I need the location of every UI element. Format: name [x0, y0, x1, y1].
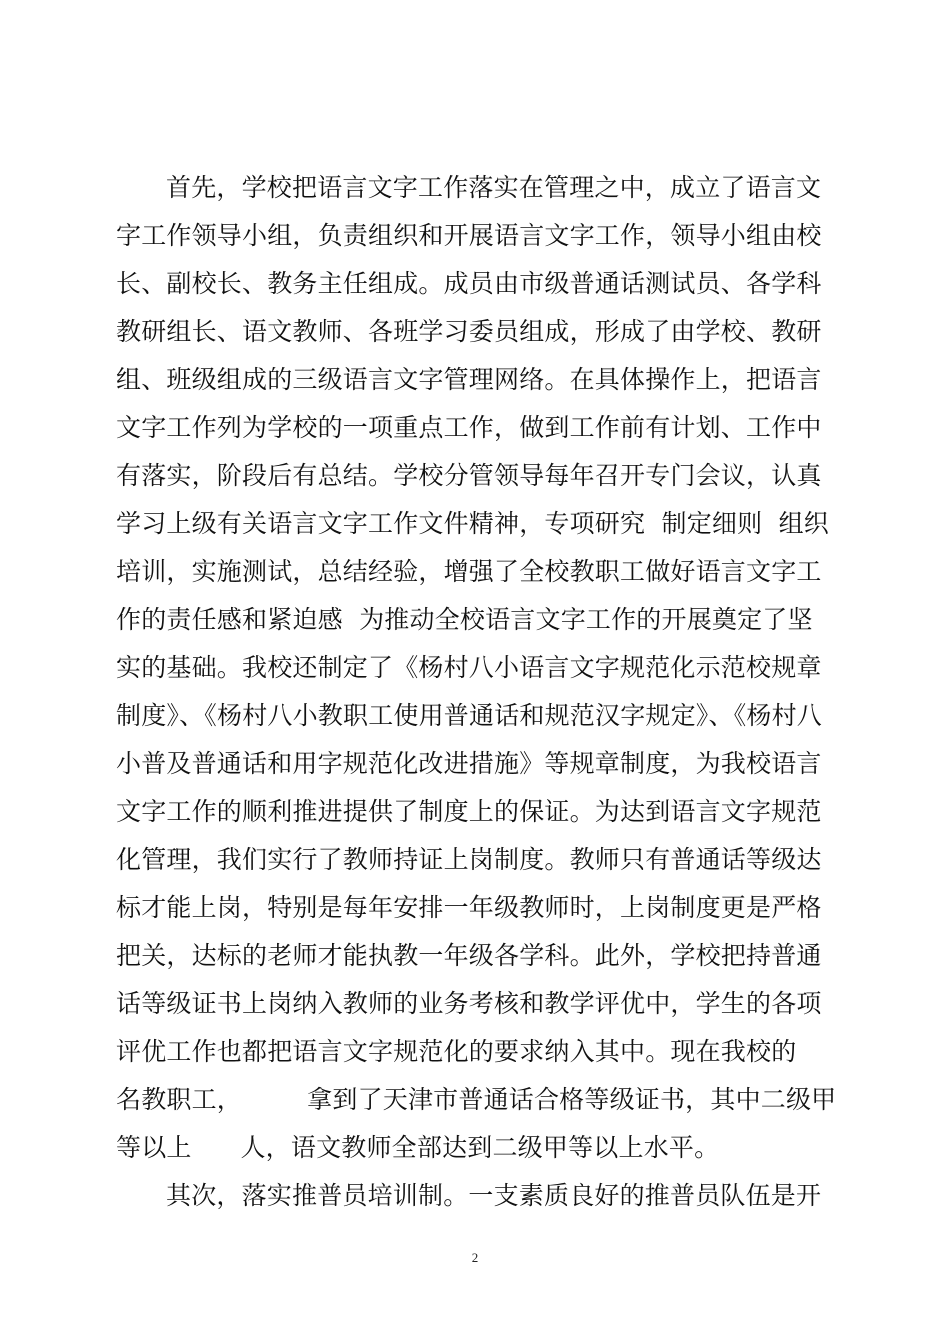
paragraph-1-line-9: 培训，实施测试，总结经验，增强了全校教职工做好语言文字工 [116, 557, 822, 586]
paragraph-1-line-3: 长、副校长、教务主任组成。成员由市级普通话测试员、各学科 [116, 269, 822, 298]
paragraph-1-line-8: 学习上级有关语言文字工作文件精神，专项研究 制定细则 组织 [116, 509, 829, 538]
paragraph-1-line-5: 组、班级组成的三级语言文字管理网络。在具体操作上，把语言 [116, 365, 822, 394]
paragraph-1-line-19: 评优工作也都把语言文字规范化的要求纳入其中。现在我校的 [116, 1037, 797, 1066]
paragraph-1-line-17: 把关，达标的老师才能执教一年级各学科。此外，学校把持普通 [116, 941, 822, 970]
paragraph-1-line-12: 制度》、《杨村八小教职工使用普通话和规范汉字规定》、《杨村八 [116, 701, 823, 730]
paragraph-1-line-1: 首先，学校把语言文字工作落实在管理之中，成立了语言文 [166, 173, 822, 202]
paragraph-1-line-6: 文字工作列为学校的一项重点工作，做到工作前有计划、工作中 [116, 413, 822, 442]
paragraph-1-line-15: 化管理，我们实行了教师持证上岗制度。教师只有普通话等级达 [116, 845, 822, 874]
page-number: 2 [471, 1250, 479, 1265]
paragraph-1-line-4: 教研组长、语文教师、各班学习委员组成，形成了由学校、教研 [116, 317, 822, 346]
paragraph-1-line-18: 话等级证书上岗纳入教师的业务考核和教学评优中，学生的各项 [116, 989, 822, 1018]
paragraph-1-line-10: 作的责任感和紧迫感 为推动全校语言文字工作的开展奠定了坚 [116, 605, 813, 634]
paragraph-1-line-11: 实的基础。我校还制定了《杨村八小语言文字规范化示范校规章 [116, 653, 822, 682]
paragraph-1-line-20: 名教职工， 拿到了天津市普通话合格等级证书，其中二级甲 [116, 1085, 837, 1114]
paragraph-1-line-13: 小普及普通话和用字规范化改进措施》等规章制度，为我校语言 [116, 749, 822, 778]
paragraph-2-line-1: 其次，落实推普员培训制。一支素质良好的推普员队伍是开 [166, 1181, 822, 1210]
paragraph-1-line-16: 标才能上岗，特别是每年安排一年级教师时，上岗制度更是严格 [116, 893, 822, 922]
paragraph-1-line-14: 文字工作的顺利推进提供了制度上的保证。为达到语言文字规范 [116, 797, 822, 826]
paragraph-1-line-2: 字工作领导小组，负责组织和开展语言文字工作，领导小组由校 [116, 221, 822, 250]
paragraph-1-line-21: 等以上 人，语文教师全部达到二级甲等以上水平。 [116, 1133, 720, 1162]
paragraph-1-line-7: 有落实，阶段后有总结。学校分管领导每年召开专门会议，认真 [116, 461, 822, 490]
